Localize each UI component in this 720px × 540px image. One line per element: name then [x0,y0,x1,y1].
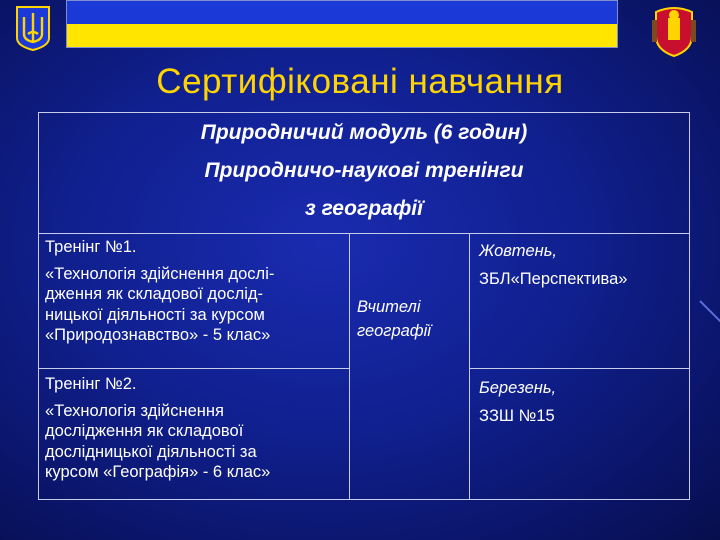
training-2-desc-line: «Технологія здійснення [45,401,224,420]
place-1: ЗБЛ«Перспектива» [479,270,628,288]
header-line-2: Природничо-наукові тренінги [204,159,524,182]
training-1-desc-line: «Технологія здійснення дослі- [45,264,275,283]
trident-icon [14,4,52,52]
row-divider-right [469,368,689,369]
coat-of-arms-icon [650,2,698,58]
header-line-1: Природничий модуль (6 годин) [200,121,528,144]
date-place-2-cell [479,374,684,430]
training-1-title: Тренінг №1. [45,238,137,256]
training-1-desc-line: ницької діяльності за курсом [45,305,265,324]
training-table [38,112,690,500]
training-1-desc-line: дження як складової дослід- [45,285,263,303]
flag-yellow-stripe [67,24,617,47]
audience-line-2: географії [357,322,431,340]
training-2-desc-line: курсом «Географія» - 6 клас» [45,463,271,481]
column-divider-2 [469,233,470,499]
training-1-desc-line: «Природознавство» - 5 клас» [45,326,271,344]
flag-blue-stripe [67,1,617,24]
row-divider-left [39,368,349,369]
place-2: ЗЗШ №15 [479,407,555,425]
audience-line-1: Вчителі [357,298,421,316]
slide-title: Сертифіковані навчання [156,62,564,101]
date-2: Березень, [479,379,557,397]
audience-cell [357,295,467,343]
training-2-title: Тренінг №2. [45,375,137,393]
date-1: Жовтень, [479,242,557,260]
training-2-cell [45,374,345,483]
header-line-3: з географії [305,197,423,220]
column-divider-1 [349,233,350,499]
header-divider [39,233,689,234]
date-place-1-cell [479,237,684,293]
training-2-desc-line: дослідження як складової [45,422,244,440]
training-2-desc-line: дослідницької діяльності за [45,442,257,461]
decorative-line [699,300,720,323]
ukraine-flag [66,0,618,48]
training-1-cell [45,237,345,346]
